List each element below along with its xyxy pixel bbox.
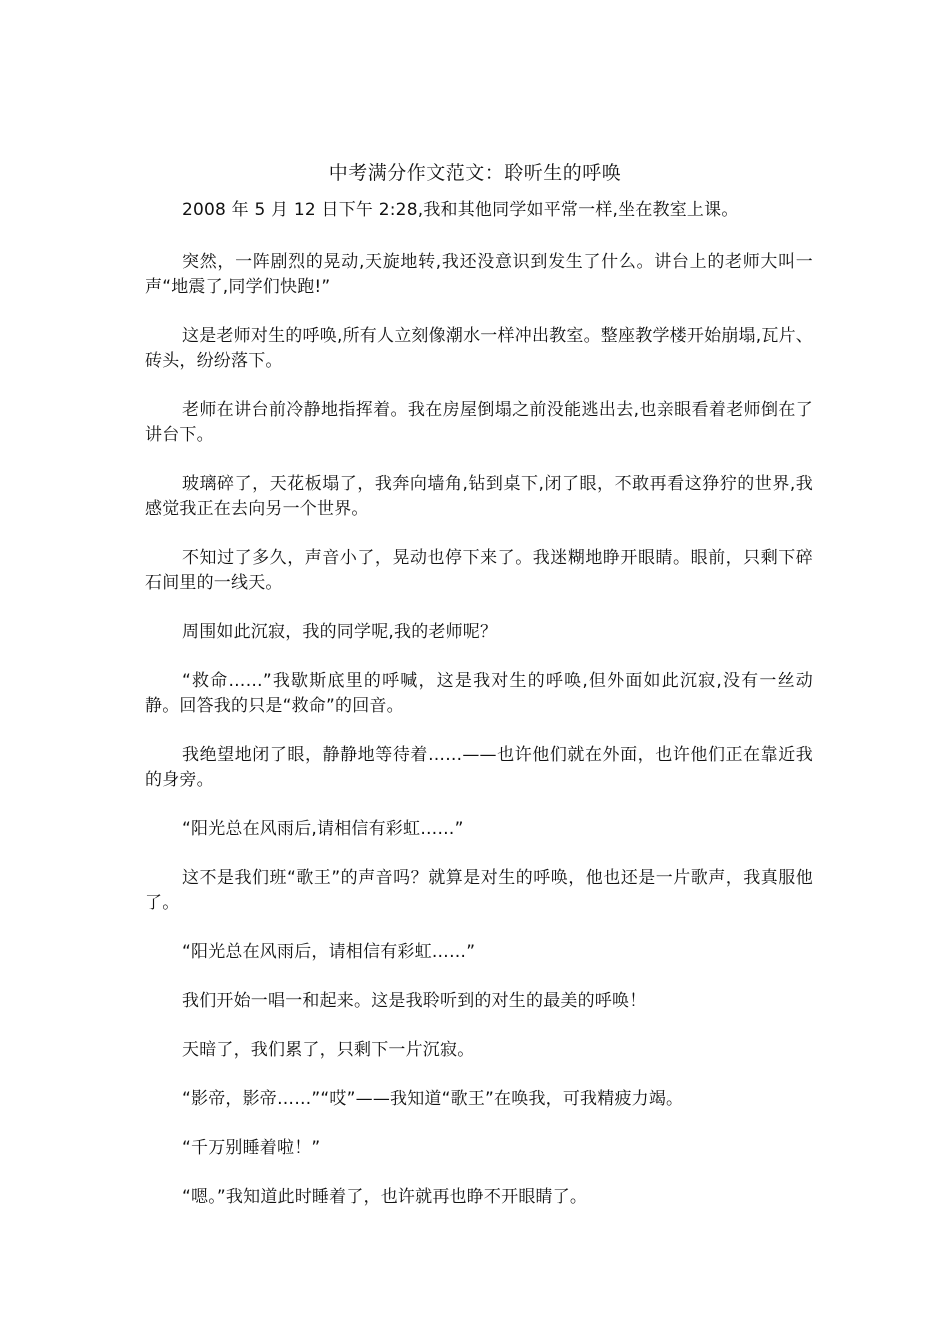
paragraph-17: “嗯。”我知道此时睡着了，也许就再也睁不开眼睛了。 <box>182 1187 588 1207</box>
paragraph-14: 天暗了，我们累了，只剩下一片沉寂。 <box>182 1040 475 1060</box>
paragraph-1: 2008 年 5 月 12 日下午 2:28,我和其他同学如平常一样,坐在教室上课。 <box>182 200 739 220</box>
paragraph-10: “阳光总在风雨后,请相信有彩虹……” <box>182 819 464 839</box>
document-body <box>145 198 813 1234</box>
paragraph-16: “千万别睡着啦！” <box>182 1138 321 1158</box>
paragraph-7: 周围如此沉寂，我的同学呢,我的老师呢？ <box>182 622 498 642</box>
paragraph-8: “救命……”我歇斯底里的呼喊，这是我对生的呼唤,但外面如此沉寂,没有一丝动静。回答我的只是“救命”的回音。 <box>145 671 813 716</box>
paragraph-2: 突然，一阵剧烈的晃动,天旋地转,我还没意识到发生了什么。讲台上的老师大叫一声“地震了,同学们快跑!” <box>145 252 813 297</box>
paragraph-6: 不知过了多久，声音小了，晃动也停下来了。我迷糊地睁开眼睛。眼前，只剩下碎石间里的一线天。 <box>145 548 813 593</box>
paragraph-9: 我绝望地闭了眼，静静地等待着……——也许他们就在外面，也许他们正在靠近我的身旁。 <box>145 745 813 790</box>
paragraph-12: “阳光总在风雨后，请相信有彩虹……” <box>182 942 476 962</box>
paragraph-5: 玻璃碎了，天花板塌了，我奔向墙角,钻到桌下,闭了眼，不敢再看这狰狞的世界,我感觉我正在去向另一个世界。 <box>145 474 813 519</box>
paragraph-15: “影帝，影帝……”“哎”——我知道“歌王”在唤我，可我精疲力竭。 <box>182 1089 684 1109</box>
paragraph-3: 这是老师对生的呼唤,所有人立刻像潮水一样冲出教室。整座教学楼开始崩塌,瓦片、砖头，纷纷落下。 <box>145 326 813 371</box>
paragraph-13: 我们开始一唱一和起来。这是我聆听到的对生的最美的呼唤！ <box>182 991 647 1011</box>
paragraph-11: 这不是我们班“歌王”的声音吗？就算是对生的呼唤，他也还是一片歌声，我真服他了。 <box>145 868 813 913</box>
paragraph-4: 老师在讲台前冷静地指挥着。我在房屋倒塌之前没能逃出去,也亲眼看着老师倒在了讲台下。 <box>145 400 813 445</box>
document-title: 中考满分作文范文：聆听生的呼唤 <box>328 162 622 184</box>
